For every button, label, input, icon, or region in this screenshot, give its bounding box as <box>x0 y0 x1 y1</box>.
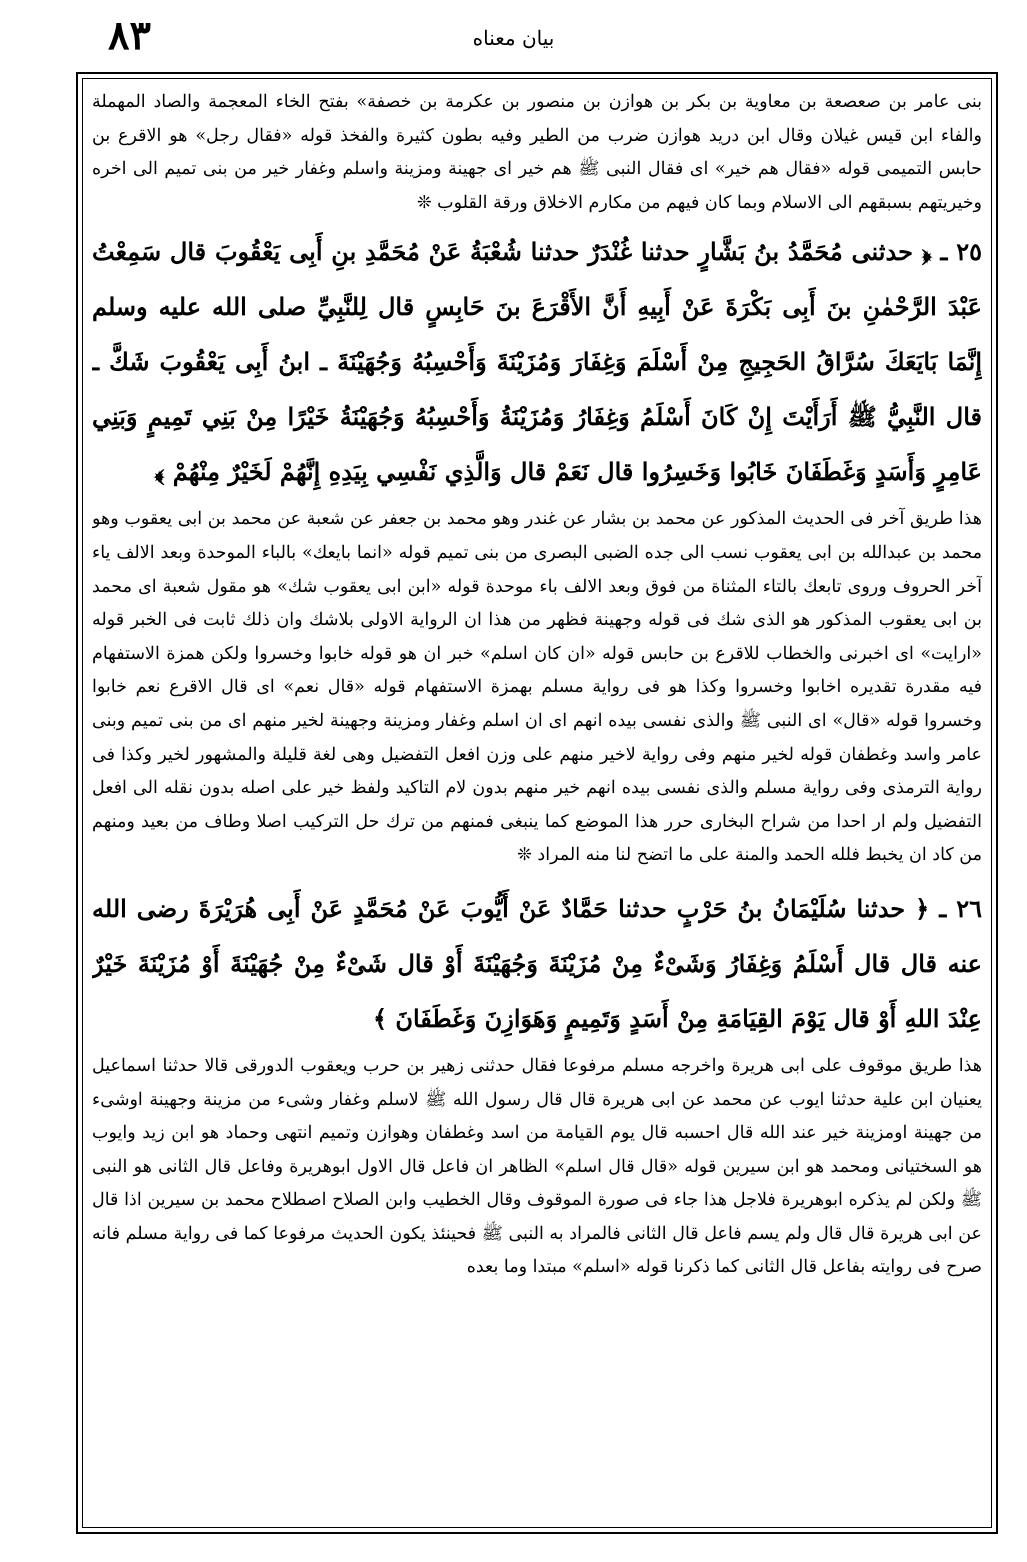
page-number: ٨٣ <box>108 12 151 59</box>
commentary-paragraph: بنى عامر بن صعصعة بن معاوية بن بكر بن هوازن بن منصور بن عكرمة بن خصفة» بفتح الخاء المعجمة والصاد المهملة والفاء ابن قيس غيلان وقال ابن دريد هوازن ضرب من الطير وفيه بطون كثيرة والفخذ قوله «فقال رجل» هو الاقرع بن حابس التميمى قوله «فقال هم خير» اى فقال النبى ﷺ هم خير اى جهينة ومزينة واسلم وغفار خير من بنى تميم الى اخره وخيريتهم بسبقهم الى الاسلام وبما كان فيهم من مكارم الاخلاق ورقة القلوب ❊ <box>92 92 982 213</box>
hadith-paragraph: ٢٦ ـ ﴿ حدثنا سُلَيْمَانُ بنُ حَرْبٍ حدثنا حَمَّادٌ عَنْ أَيُّوبَ عَنْ مُحَمَّدٍ عَنْ أَبِى هُرَيْرَةَ رضى الله عنه قال قال أَسْلَمُ وَغِفَارُ وَشَىْءٌ مِنْ مُزَيْنَةَ وَجُهَيْنَةَ أَوْ قال شَىْءٌ مِنْ جُهَيْنَةَ أَوْ مُزَيْنَةَ خَيْرٌ عِنْدَ اللهِ أَوْ قال يَوْمَ القِيَامَةِ مِنْ أَسَدٍ وَتَمِيمٍ وَهَوَازِنَ وَغَطَفَانَ ﴾ <box>92 893 982 1033</box>
spacer <box>92 873 982 881</box>
page-content <box>92 86 982 1522</box>
commentary-paragraph: هذا طريق آخر فى الحديث المذكور عن محمد بن بشار عن غندر وهو محمد بن جعفر عن شعبة عن محمد بن ابى يعقوب وهو محمد بن عبدالله بن ابى يعقوب نسب الى جده الضبى البصرى من بنى تميم قوله «انما بايعك» بالباء الموحدة وبعد الالف ياء آخر الحروف وروى تابعك بالتاء المثناة من فوق وبعد الالف باء موحدة قوله «ابن ابى يعقوب شك» هو مقول شعبة اى محمد بن ابى يعقوب المذكور هو الذى شك فى قوله وجهينة فظهر من هذا ان الرواية الاولى بلاشك وان ذلك ثابت فى الخبر قوله «ارايت» اى اخبرنى والخطاب للاقرع بن حابس قوله «ان كان اسلم» خبر ان هو قوله خابوا وخسروا ولكن همزة الاستفهام فيه مقدرة تقديره اخابوا وخسروا وكذا هو فى رواية مسلم بهمزة الاستفهام قوله «قال نعم» اى قال الاقرع نعم خابوا وخسروا قوله «قال» اى النبى ﷺ والذى نفسى بيده انهم اى ان اسلم وغفار ومزينة وجهينة لخير منهم اى من بنى تميم وبنى عامر واسد وغطفان قوله لخير منهم وفى رواية لاخير منهم على وزن افعل التفضيل وهى لغة قليلة والمشهور لخير وكذا فى رواية الترمذى وفى رواية مسلم والذى نفسى بيده انهم خير منهم بدون لام التاكيد ولفظ خير على اصله بدون نقله الى افعل التفضيل ولم ار احدا من شراح البخارى حرر هذا الموضع كما ينبغى فمنهم من ترك حل التركيب اصلا وطاف من بعيد ومنهم من كاد ان يخبط فلله الحمد والمنة على ما اتضح لنا منه المراد ❊ <box>92 509 982 866</box>
commentary-paragraph: هذا طريق موقوف على ابى هريرة واخرجه مسلم مرفوعا فقال حدثنى زهير بن حرب ويعقوب الدورقى قالا حدثنا اسماعيل يعنيان ابن علية حدثنا ايوب عن محمد عن ابى هريرة قال قال رسول الله ﷺ لاسلم وغفار وشىء من مزينة وجهينة اوشىء من جهينة اومزينة خير عند الله قال احسبه قال يوم القيامة من اسد وغطفان وهوازن وتميم انتهى وحماد هو ابن زيد وايوب هو السختيانى ومحمد هو ابن سيرين قوله «قال قال اسلم» الظاهر ان فاعل قال الاول ابوهريرة وفاعل قال الثانى هو النبى ﷺ ولكن لم يذكره ابوهريرة فلاجل هذا جاء فى صورة الموقوف وقال الخطيب وابن الصلاح اصطلاح محمد بن سيرين اذا قال عن ابى هريرة قال قال ولم يسم فاعل قال الثانى فالمراد به النبى ﷺ فحينئذ يكون الحديث مرفوعا كما فى رواية مسلم فانه صرح فى روايته بفاعل قال الثانى كما ذكرنا قوله «اسلم» مبتدا وما بعده <box>92 1055 982 1278</box>
hadith-paragraph: ٢٥ ـ ﴿ حدثنى مُحَمَّدُ بنُ بَشَّارٍ حدثنا غُنْدَرٌ حدثنا شُعْبَةُ عَنْ مُحَمَّدِ بنِ أَبِى يَعْقُوبَ قال سَمِعْتُ عَبْدَ الرَّحْمٰنِ بنَ أَبِى بَكْرَةَ عَنْ أَبِيهِ أَنَّ الأَقْرَعَ بنَ حَابِسٍ قال لِلنَّبِيِّ صلى الله عليه وسلم إِنَّمَا بَايَعَكَ سُرَّاقُ الحَجِيجِ مِنْ أَسْلَمَ وَغِفَارَ وَمُزَيْنَةَ وَأَحْسِبُهُ وَجُهَيْنَةَ ـ ابنُ أَبِى يَعْقُوبَ شَكَّ ـ قال النَّبِيُّ ﷺ أَرَأَيْتَ إِنْ كَانَ أَسْلَمُ وَغِفَارُ وَمُزَيْنَةُ وَأَحْسِبُهُ وَجُهَيْنَةُ خَيْرًا مِنْ بَنِي تَمِيمٍ وَبَنِي عَامِرٍ وَأَسَدٍ وَغَطَفَانَ خَابُوا وَخَسِرُوا قال نَعَمْ قال وَالَّذِي نَفْسِي بِيَدِهِ إِنَّهُمْ لَخَيْرٌ مِنْهُمْ ﴾ <box>92 237 982 487</box>
running-header: بيان معناه <box>472 26 555 50</box>
